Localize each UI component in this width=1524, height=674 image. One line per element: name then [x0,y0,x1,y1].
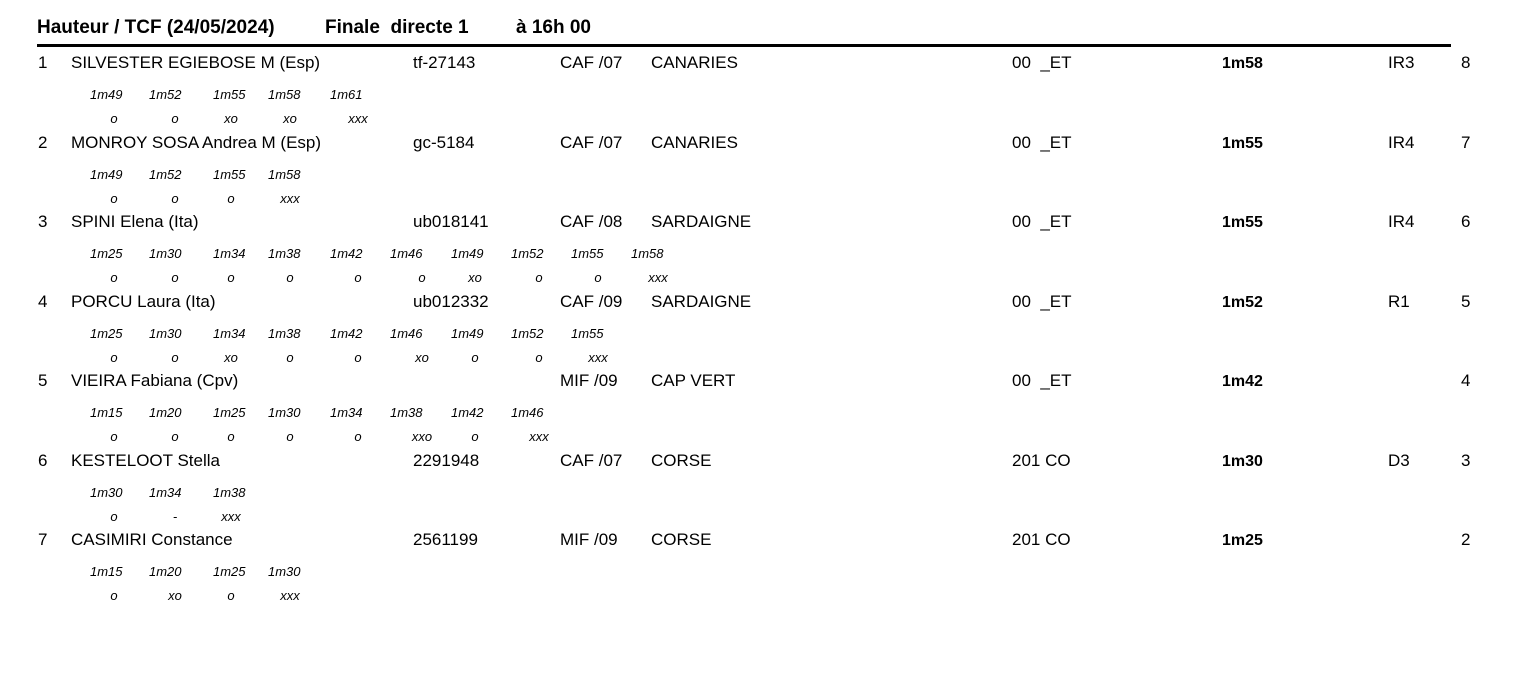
attempt-result: o [227,190,235,206]
bar-height: 1m34 [213,246,246,261]
bar-height: 1m55 [213,87,246,102]
licence-number: 2561199 [413,530,478,549]
rank: 1 [38,53,48,72]
athlete-name: KESTELOOT Stella [71,450,220,470]
attempt-result: - [172,508,178,524]
event-title: Hauteur / TCF (24/05/2024) [37,17,275,38]
points: 8 [1461,53,1471,72]
best-performance: 1m42 [1222,373,1263,390]
attempt-result: o [535,349,543,365]
category: CAF /09 [560,291,623,311]
bar-height: 1m30 [90,484,123,500]
bar-height: 1m58 [631,246,664,261]
bar-height: 1m42 [451,405,484,420]
points: 2 [1461,530,1471,549]
bar-height: 1m30 [268,405,301,420]
attempt-result: xo [224,111,238,126]
bar-height: 1m20 [149,564,182,579]
result-row [0,133,1524,213]
best-performance: 1m25 [1222,532,1263,549]
grade: IR4 [1388,212,1415,231]
result-row [0,292,1524,372]
result-row [0,371,1524,451]
licence-number: 2291948 [413,450,480,470]
points: 6 [1461,212,1471,231]
attempt-result: o [110,270,118,285]
category: MIF /09 [560,371,618,390]
attempt-result: o [227,588,235,603]
club-code: 00 _ET [1012,291,1072,311]
attempt-result: o [471,429,479,444]
attempt-result: o [535,270,543,285]
bar-height: 1m49 [451,325,484,341]
best-performance: 1m58 [1222,55,1263,72]
bar-height: 1m52 [511,246,544,261]
round-title: Finale directe 1 [325,17,469,38]
attempt-result: xxx [588,349,608,365]
attempt-result: xo [168,588,182,603]
grade: IR4 [1388,132,1415,152]
team-name: SARDAIGNE [651,291,752,311]
points: 3 [1461,450,1471,470]
team-name: CAP VERT [651,371,736,390]
attempt-result: xxx [280,190,300,206]
club-code: 00 _ET [1012,212,1072,231]
attempt-result: xo [415,349,429,365]
start-time: à 16h 00 [516,17,591,38]
attempt-result: o [110,111,118,126]
bar-height: 1m52 [149,87,182,102]
bar-height: 1m25 [90,325,123,341]
bar-height: 1m38 [268,246,301,261]
attempt-result: xxx [648,270,668,285]
attempt-result: xo [283,111,297,126]
bar-height: 1m55 [571,246,604,261]
attempt-result: o [227,429,235,444]
rank: 4 [38,291,48,311]
bar-height: 1m30 [149,246,182,261]
bar-height: 1m52 [511,325,544,341]
athlete-name: CASIMIRI Constance [71,530,233,549]
grade: D3 [1388,450,1410,470]
licence-number: gc-5184 [413,132,475,152]
bar-height: 1m52 [149,166,182,182]
category: CAF /07 [560,53,623,72]
bar-height: 1m49 [90,87,123,102]
rank: 6 [38,450,48,470]
best-performance: 1m55 [1222,214,1263,231]
attempt-result: xxx [348,111,368,126]
bar-height: 1m46 [511,405,544,420]
bar-height: 1m15 [90,405,123,420]
rank: 3 [38,212,48,231]
grade: IR3 [1388,53,1415,72]
bar-height: 1m25 [213,405,246,420]
result-row [0,53,1524,133]
bar-height: 1m15 [90,564,123,579]
attempt-result: o [354,349,362,365]
attempt-result: xo [224,349,238,365]
club-code: 00 _ET [1012,371,1072,390]
attempt-result: o [286,270,294,285]
team-name: CANARIES [651,132,738,152]
bar-height: 1m49 [451,246,484,261]
attempt-result: xxo [411,429,433,444]
attempt-result: o [354,429,362,444]
bar-height: 1m38 [213,484,246,500]
category: CAF /07 [560,450,623,470]
bar-height: 1m20 [149,405,182,420]
bar-height: 1m30 [268,564,301,579]
attempt-result: o [418,270,426,285]
athlete-name: PORCU Laura (Ita) [71,291,216,311]
rank: 7 [38,530,48,549]
athlete-name: SPINI Elena (Ita) [71,212,199,231]
club-code: 201 CO [1012,530,1071,549]
points: 5 [1461,291,1471,311]
result-row [0,530,1524,610]
bar-height: 1m61 [330,87,363,102]
rank: 2 [38,132,48,152]
attempt-result: o [286,349,294,365]
club-code: 201 CO [1012,450,1071,470]
attempt-result: o [171,349,179,365]
bar-height: 1m58 [268,87,301,102]
category: CAF /08 [560,212,623,231]
rank: 5 [38,371,48,390]
bar-height: 1m38 [268,325,301,341]
team-name: CANARIES [651,53,738,72]
licence-number: ub018141 [413,212,489,231]
bar-height: 1m58 [268,166,301,182]
team-name: CORSE [651,450,712,470]
bar-height: 1m55 [571,325,604,341]
bar-height: 1m46 [390,246,423,261]
bar-height: 1m34 [213,325,246,341]
best-performance: 1m30 [1222,452,1263,470]
club-code: 00 _ET [1012,132,1072,152]
attempt-result: o [471,349,479,365]
best-performance: 1m55 [1222,134,1263,152]
attempt-result: o [227,270,235,285]
attempt-result: o [286,429,294,444]
points: 4 [1461,371,1471,390]
team-name: CORSE [651,530,712,549]
attempt-result: o [171,429,179,444]
attempt-result: o [110,588,118,603]
bar-height: 1m34 [149,484,182,500]
bar-height: 1m34 [330,405,363,420]
category: MIF /09 [560,530,618,549]
licence-number: ub012332 [413,291,489,311]
bar-height: 1m49 [90,166,123,182]
attempt-result: xxx [529,429,549,444]
result-row [0,451,1524,531]
licence-number: tf-27143 [413,53,476,72]
attempt-result: o [171,190,179,206]
athlete-name: VIEIRA Fabiana (Cpv) [71,371,239,390]
attempt-result: o [171,111,179,126]
athlete-name: SILVESTER EGIEBOSE M (Esp) [71,53,321,72]
grade: R1 [1388,291,1410,311]
bar-height: 1m55 [213,166,246,182]
attempt-result: o [110,508,118,524]
attempt-result: xo [468,270,482,285]
attempt-result: o [110,190,118,206]
attempt-result: o [171,270,179,285]
bar-height: 1m42 [330,325,363,341]
bar-height: 1m25 [213,564,246,579]
attempt-result: o [110,429,118,444]
athlete-name: MONROY SOSA Andrea M (Esp) [71,132,322,152]
bar-height: 1m25 [90,246,123,261]
points: 7 [1461,132,1471,152]
attempt-result: o [594,270,602,285]
attempt-result: o [110,349,118,365]
attempt-result: xxx [280,588,300,603]
bar-height: 1m38 [390,405,423,420]
bar-height: 1m42 [330,246,363,261]
category: CAF /07 [560,132,623,152]
best-performance: 1m52 [1222,293,1263,311]
bar-height: 1m30 [149,325,182,341]
attempt-result: o [354,270,362,285]
attempt-result: xxx [221,508,241,524]
bar-height: 1m46 [390,325,423,341]
team-name: SARDAIGNE [651,212,752,231]
result-row [0,212,1524,292]
club-code: 00 _ET [1012,53,1072,72]
